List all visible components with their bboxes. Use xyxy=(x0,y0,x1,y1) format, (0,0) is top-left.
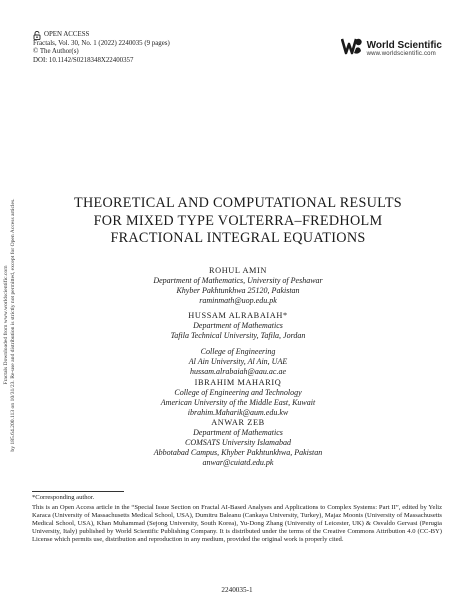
publisher-name: World Scientific xyxy=(366,39,442,51)
download-notice-line-1: Fractals Downloaded from www.worldscientific.com xyxy=(3,265,9,385)
author-affiliation: Department of Mathematics xyxy=(193,321,283,330)
footnote-rule xyxy=(32,491,124,492)
author-block-2 xyxy=(60,311,416,377)
author-email[interactable]: raminmath@uop.edu.pk xyxy=(199,296,277,305)
author-name: HUSSAM ALRABAIAH* xyxy=(188,311,288,320)
paper-title xyxy=(40,195,436,248)
download-notice-line-2: by 185.64.200.113 on 10/31/23. Re-use and distribution is strictly not permitted, except for Open Access articles. xyxy=(9,198,16,452)
author-affiliation: Khyber Pakhtunkhwa 25120, Pakistan xyxy=(176,286,300,295)
author-email[interactable]: ibrahim.Maharik@aum.edu.kw xyxy=(187,408,289,417)
title-line-2: FOR MIXED TYPE VOLTERRA–FREDHOLM xyxy=(93,212,383,229)
footnote-corresponding: *Corresponding author. xyxy=(32,494,95,501)
author-affiliation: Department of Mathematics xyxy=(193,428,283,437)
author-name: IBRAHIM MAHARIQ xyxy=(194,378,282,387)
author-affiliation: American University of the Middle East, Kuwait xyxy=(160,398,316,407)
download-notice xyxy=(3,160,30,490)
author-block-4 xyxy=(60,418,416,468)
author-affiliation: Abbotabad Campus, Khyber Pakhtunkhwa, Pakistan xyxy=(153,448,323,457)
author-block-1 xyxy=(60,266,416,306)
author-affiliation: Al Ain University, Al Ain, UAE xyxy=(188,357,288,366)
author-email[interactable]: hussam.alrabaiah@aau.ac.ae xyxy=(189,367,287,376)
doi-line[interactable]: DOI: 10.1142/S0218348X22400357 xyxy=(33,56,134,64)
open-lock-icon xyxy=(33,31,41,40)
author-affiliation: COMSATS University Islamabad xyxy=(185,438,291,447)
author-email[interactable]: anwar@cuiatd.edu.pk xyxy=(202,458,274,467)
title-line-1: THEORETICAL AND COMPUTATIONAL RESULTS xyxy=(74,195,402,211)
journal-citation: Fractals, Vol. 30, No. 1 (2022) 2240035 (9 pages) xyxy=(33,40,170,47)
author-name: ROHUL AMIN xyxy=(208,266,267,275)
publisher-logo[interactable] xyxy=(341,36,442,61)
author-affiliation: Tafila Technical University, Tafila, Jordan xyxy=(170,331,306,340)
author-name: ANWAR ZEB xyxy=(211,418,265,427)
title-line-3: FRACTIONAL INTEGRAL EQUATIONS xyxy=(110,230,366,247)
author-affiliation: College of Engineering xyxy=(200,347,276,356)
world-scientific-logo-icon xyxy=(341,36,363,61)
open-access-line xyxy=(33,31,170,40)
author-block-3 xyxy=(60,378,416,418)
page-number: 2240035-1 xyxy=(221,586,253,594)
open-access-label: OPEN ACCESS xyxy=(44,31,90,39)
author-affiliation: College of Engineering and Technology xyxy=(174,388,302,397)
copyright-line: © The Author(s) xyxy=(33,48,79,56)
journal-header xyxy=(33,31,170,65)
publisher-url[interactable]: www.worldscientific.com xyxy=(366,50,436,57)
footnote-open-access: This is an Open Access article in the “Special Issue Section on Fractal AI-Based Analyses and Applications to Complex Systems: Part II”, edited by Yeliz Karaca (University of Massachusetts Medical School, USA), Dumitru Baleanu (Cankaya University, Turkey), Majaz Moonis (University of Massachusetts Medical School, USA), Khan Muhammad (Sejong University, South Korea), Yu-Dong Zhang (University of Leicester, UK) & Osvaldo Gervasi (Perugia University, Italy) published by World Scientific Publishing Company. It is distributed under the terms of the Creative Commons Attribution 4.0 (CC-BY) License which permits use, distribution and reproduction in any medium, provided the original work is properly cited. xyxy=(32,504,442,544)
author-affiliation: Department of Mathematics, University of Peshawar xyxy=(153,276,323,285)
